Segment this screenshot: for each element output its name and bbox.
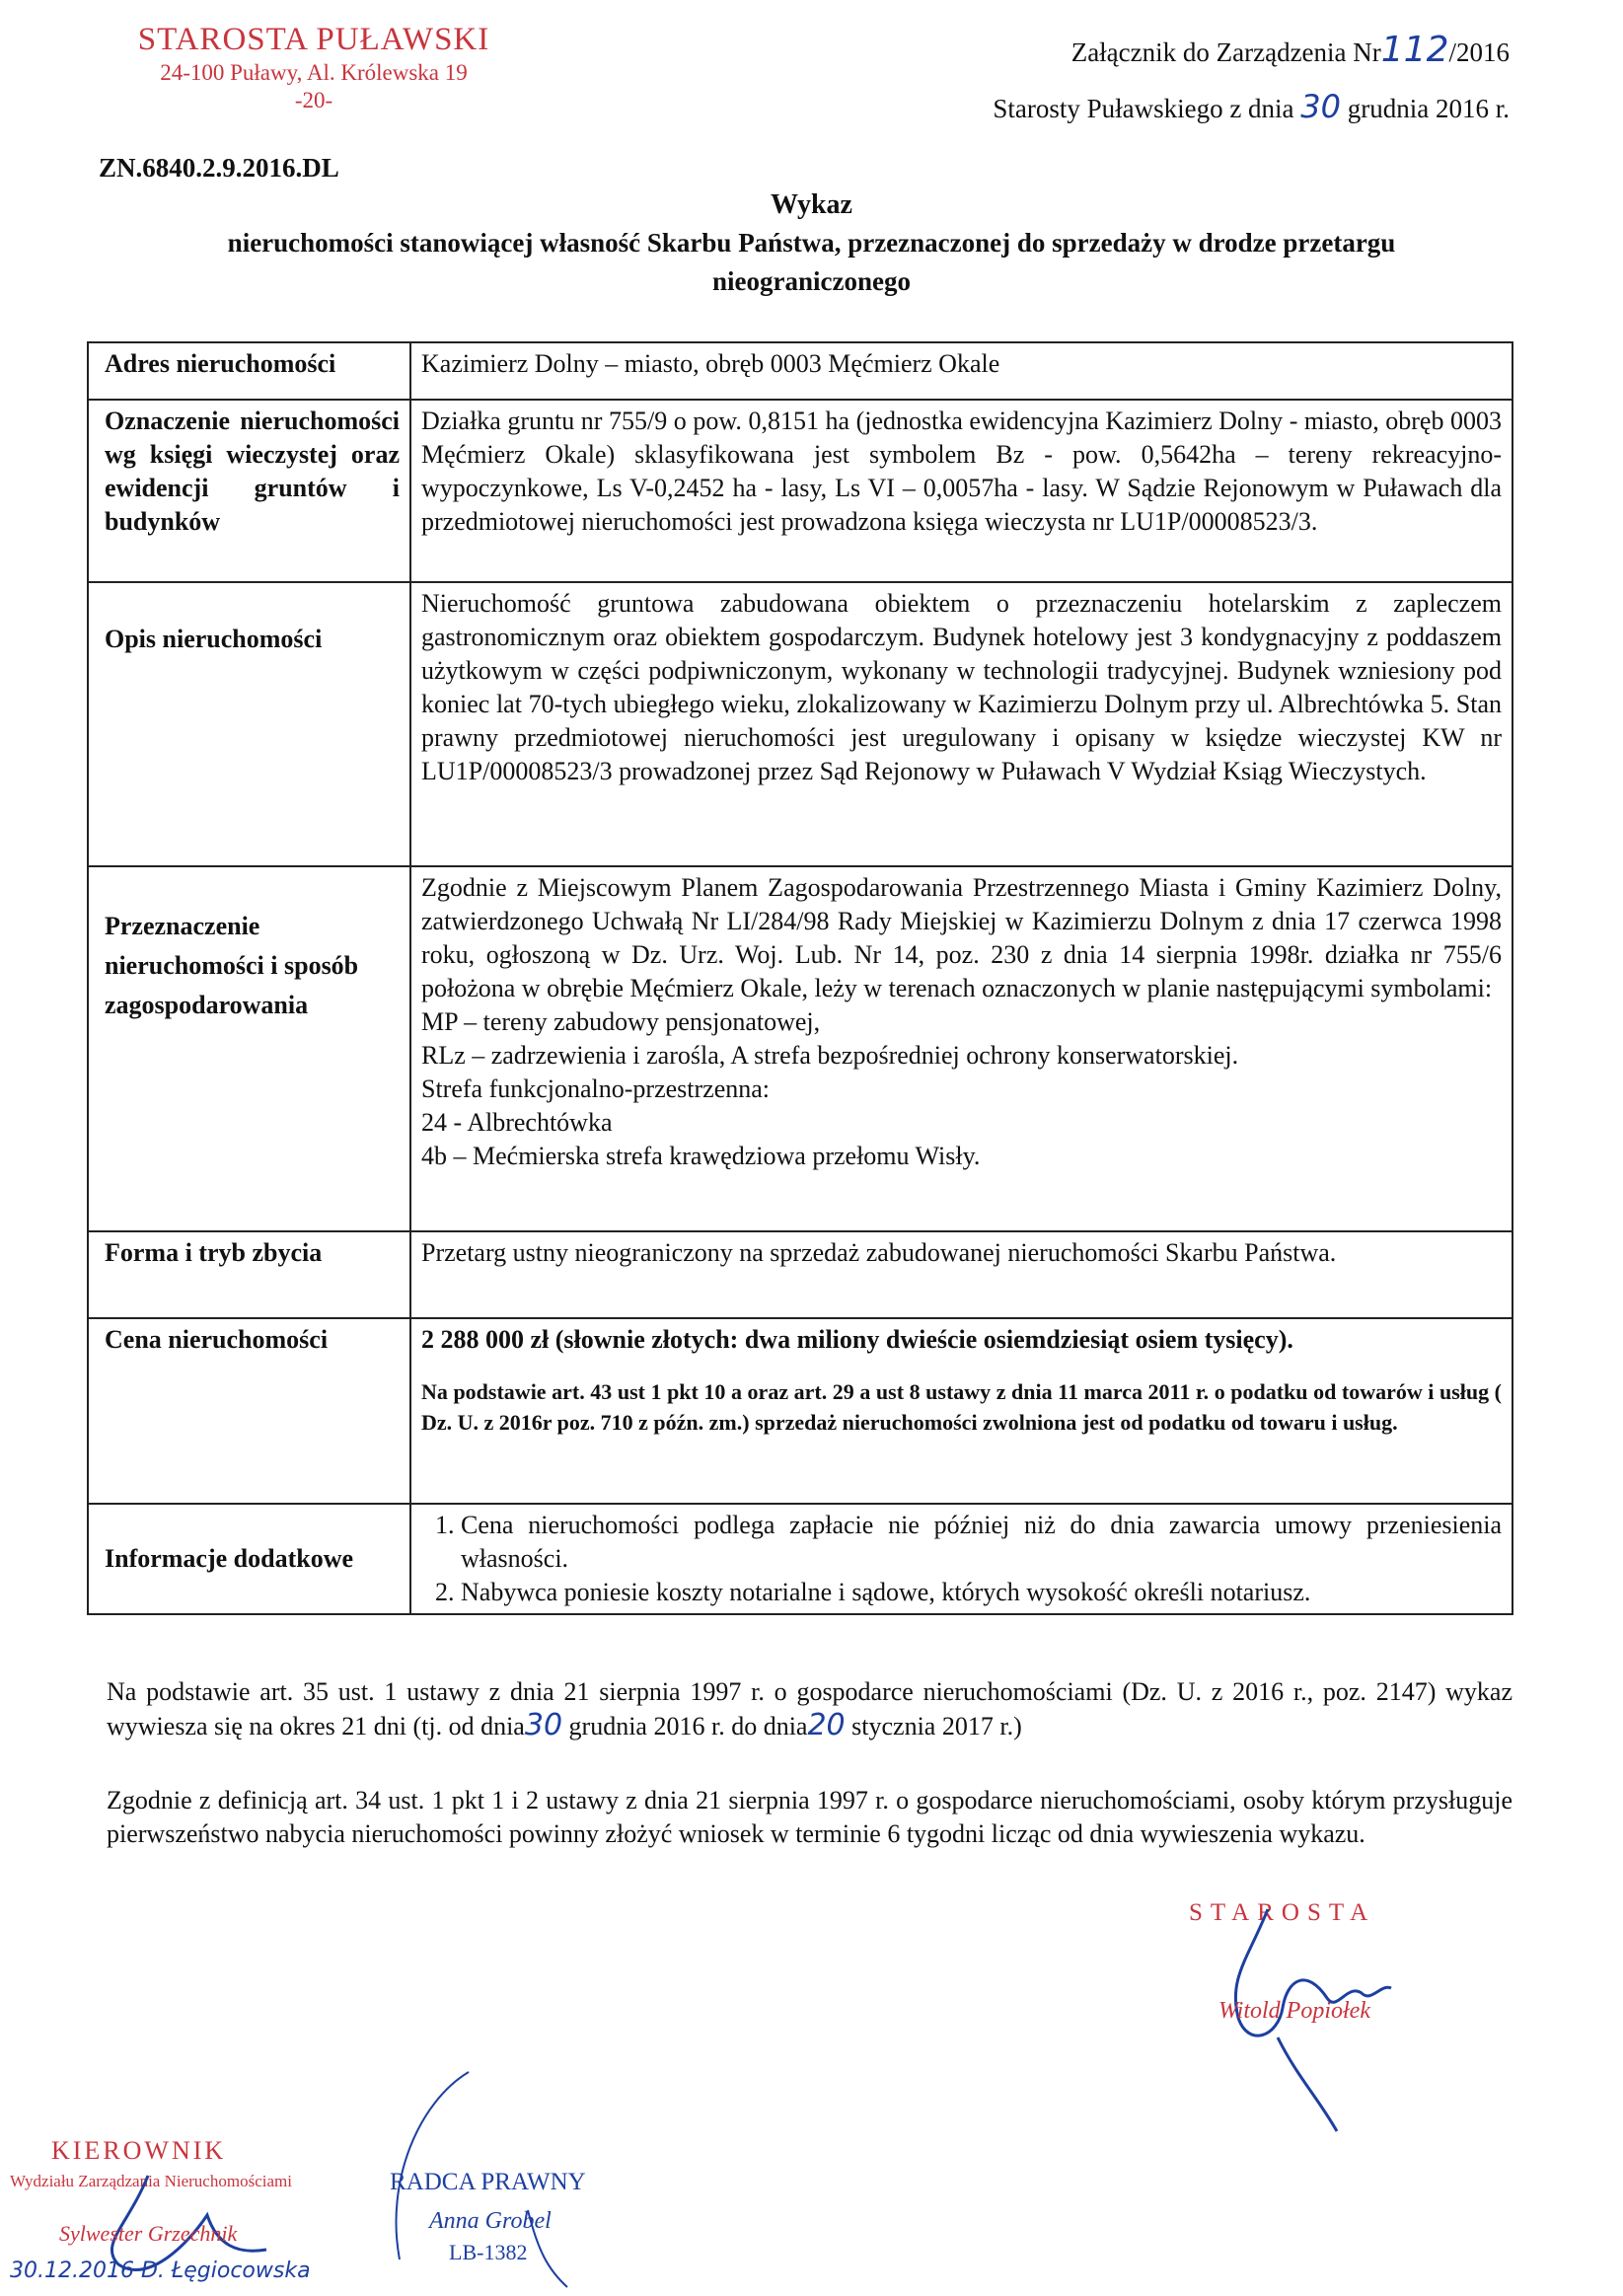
- stamp-code: -20-: [294, 88, 333, 112]
- row-value: Przetarg ustny nieograniczony na sprzedaż zabudowanej nieruchomości Skarbu Państwa.: [410, 1231, 1512, 1318]
- list-item: 1. Cena nieruchomości podlega zapłacie nie później niż do dnia zawarcia umowy przeniesienia własności.: [461, 1509, 1502, 1576]
- starosta-signature: [1189, 1899, 1485, 2136]
- reference-number: ZN.6840.2.9.2016.DL: [99, 153, 339, 183]
- row-label: Cena nieruchomości: [88, 1318, 410, 1504]
- attachment-suffix: /2016: [1448, 37, 1510, 67]
- row-value: Działka gruntu nr 755/9 o pow. 0,8151 ha (jednostka ewidencyjna Kazimierz Dolny - miasto, obręb 0003 Męćmierz Okale) sklasyfikowana jest symbolem Bz - pow. 0,5642ha – tereny rekreacyjno-wypoczynkowe, Ls V-0,2452 ha - lasy, Ls VI – 0,0057ha - lasy. W Sądzie Rejonowym w Puławach dla przedmiotowej nieruchomości jest prowadzona księga wieczysta nr LU1P/00008523/3.: [410, 400, 1512, 582]
- table-row: [88, 400, 1512, 582]
- table-row: [88, 582, 1512, 866]
- radca-code: LB-1382: [449, 2240, 528, 2264]
- attachment-header: [918, 30, 1510, 125]
- zoning-line: Strefa funkcjonalno-przestrzenna:: [421, 1074, 771, 1103]
- starosta-name: Witold Popiołek: [1218, 1998, 1370, 2024]
- date-prefix: Starosty Puławskiego z dnia: [993, 94, 1294, 123]
- row-label: Adres nieruchomości: [88, 342, 410, 400]
- additional-info-list: [421, 1509, 1502, 1609]
- title-line-1: Wykaz: [771, 189, 852, 220]
- title-line-3: nieograniczonego: [712, 266, 911, 296]
- row-value: Kazimierz Dolny – miasto, obręb 0003 Męćmierz Okale: [410, 342, 1512, 400]
- kierownik-name: Sylwester Grzechnik: [59, 2221, 238, 2246]
- starosta-label: STAROSTA: [1189, 1899, 1376, 1926]
- kierownik-stamp: [10, 2136, 405, 2294]
- table-row: [88, 1318, 1512, 1504]
- handwritten-day: 20: [807, 1708, 846, 1742]
- table-row: [88, 342, 1512, 400]
- table-row: [88, 866, 1512, 1231]
- zoning-line: 4b – Mećmierska strefa krawędziowa przełomu Wisły.: [421, 1142, 981, 1170]
- row-value: [410, 866, 1512, 1231]
- row-value: [410, 1504, 1512, 1614]
- zoning-line: MP – tereny zabudowy pensjonatowej,: [421, 1007, 821, 1036]
- stamp-title: STAROSTA PUŁAWSKI: [137, 22, 490, 57]
- row-value: Nieruchomość gruntowa zabudowana obiektem o przeznaczeniu hotelarskim z zapleczem gastronomicznym oraz obiektem gospodarczym. Budynek hotelowy jest 3 kondygnacyjny z poddaszem użytkowym w części podpiwniczonym, wykonany w technologii tradycyjnej. Budynek wzniesiony pod koniec lat 70-tych ubiegłego wieku, zlokalizowany w Kazimierzu Dolnym przy ul. Albrechtówka 5. Stan prawny przedmiotowej nieruchomości jest uregulowany i opisany w księdze wieczystej KW nr LU1P/00008523/3 prowadzonej przez Sąd Rejonowy w Puławach V Wydział Ksiąg Wieczystych.: [410, 582, 1512, 866]
- stamp-address: 24-100 Puławy, Al. Królewska 19: [160, 60, 468, 85]
- radca-stamp: [380, 2062, 676, 2289]
- kierownik-label: KIEROWNIK: [51, 2136, 227, 2165]
- paragraph-text: Na podstawie art. 35 ust. 1 ustawy z dnia 21 sierpnia 1997 r. o gospodarce nieruchomościami (Dz. U. z 2016 r., poz. 2147) wykaz wywiesza się na okres 21 dni (tj. od dnia: [107, 1677, 1512, 1741]
- row-label: Opis nieruchomości: [88, 582, 410, 866]
- list-item: 2. Nabywca poniesie koszty notarialne i sądowe, których wysokość określi notariusz.: [461, 1576, 1502, 1609]
- radca-label: RADCA PRAWNY: [390, 2169, 586, 2195]
- issuer-stamp: [116, 22, 511, 113]
- row-label: Przeznaczenie nieruchomości i sposób zagospodarowania: [88, 866, 410, 1231]
- handwritten-note: 30.12.2016 D. Łęgiocowska: [10, 2259, 311, 2283]
- property-table: [87, 341, 1513, 1615]
- table-row: [88, 1504, 1512, 1614]
- date-suffix: grudnia 2016 r.: [1347, 94, 1510, 123]
- row-value: [410, 1318, 1512, 1504]
- row-label: Oznaczenie nieruchomości wg księgi wieczystej oraz ewidencji gruntów i budynków: [88, 400, 410, 582]
- handwritten-order-number: 112: [1380, 30, 1449, 70]
- attachment-line-2: [918, 88, 1510, 125]
- paragraph-text: stycznia 2017 r.): [845, 1712, 1022, 1741]
- table-row: [88, 1231, 1512, 1318]
- handwritten-day: 30: [524, 1708, 563, 1742]
- zoning-line: RLz – zadrzewienia i zarośla, A strefa bezpośredniej ochrony konserwatorskiej.: [421, 1041, 1239, 1070]
- radca-name: Anna Grobel: [429, 2208, 552, 2234]
- row-label: Informacje dodatkowe: [88, 1504, 410, 1614]
- display-period-paragraph: [107, 1675, 1512, 1743]
- title-line-2: nieruchomości stanowiącej własność Skarbu Państwa, przeznaczonej do sprzedaży w drodze przetargu: [227, 228, 1396, 258]
- document-title: [118, 185, 1505, 301]
- attachment-prefix: Załącznik do Zarządzenia Nr: [1070, 37, 1381, 67]
- handwritten-day: 30: [1300, 88, 1342, 125]
- attachment-line-1: [918, 30, 1510, 70]
- price-value: 2 288 000 zł (słownie złotych: dwa miliony dwieście osiemdziesiąt osiem tysięcy).: [421, 1325, 1293, 1354]
- vat-note: Na podstawie art. 43 ust 1 pkt 10 a oraz art. 29 a ust 8 ustawy z dnia 11 marca 2011 r. o podatku od towarów i usług ( Dz. U. z 2016r poz. 710 z późn. zm.) sprzedaż nieruchomości zwolniona jest od podatku od towaru i usług.: [421, 1379, 1502, 1435]
- kierownik-department: Wydziału Zarządzania Nieruchomościami: [10, 2172, 292, 2190]
- priority-paragraph: Zgodnie z definicją art. 34 ust. 1 pkt 1 i 2 ustawy z dnia 21 sierpnia 1997 r. o gospodarce nieruchomościami, osoby którym przysługuje pierwszeństwo nabycia nieruchomości powinny złożyć wniosek w terminie 6 tygodni licząc od dnia wywieszenia wykazu.: [107, 1786, 1512, 1848]
- row-label: Forma i tryb zbycia: [88, 1231, 410, 1318]
- zoning-paragraph: Zgodnie z Miejscowym Planem Zagospodarowania Przestrzennego Miasta i Gminy Kazimierz Dolny, zatwierdzonego Uchwałą Nr LI/284/98 Rady Miejskiej w Kazimierzu Dolnym z dnia 17 czerwca 1998 roku, ogłoszoną w Dz. Urz. Woj. Lub. Nr 14, poz. 230 z dnia 14 sierpnia 1998r. działka nr 755/6 położona w obrębie Męćmierz Okale, leży w terenach oznaczonych w planie następującymi symbolami:: [421, 873, 1502, 1002]
- paragraph-text: grudnia 2016 r. do dnia: [562, 1712, 808, 1741]
- zoning-line: 24 - Albrechtówka: [421, 1108, 613, 1137]
